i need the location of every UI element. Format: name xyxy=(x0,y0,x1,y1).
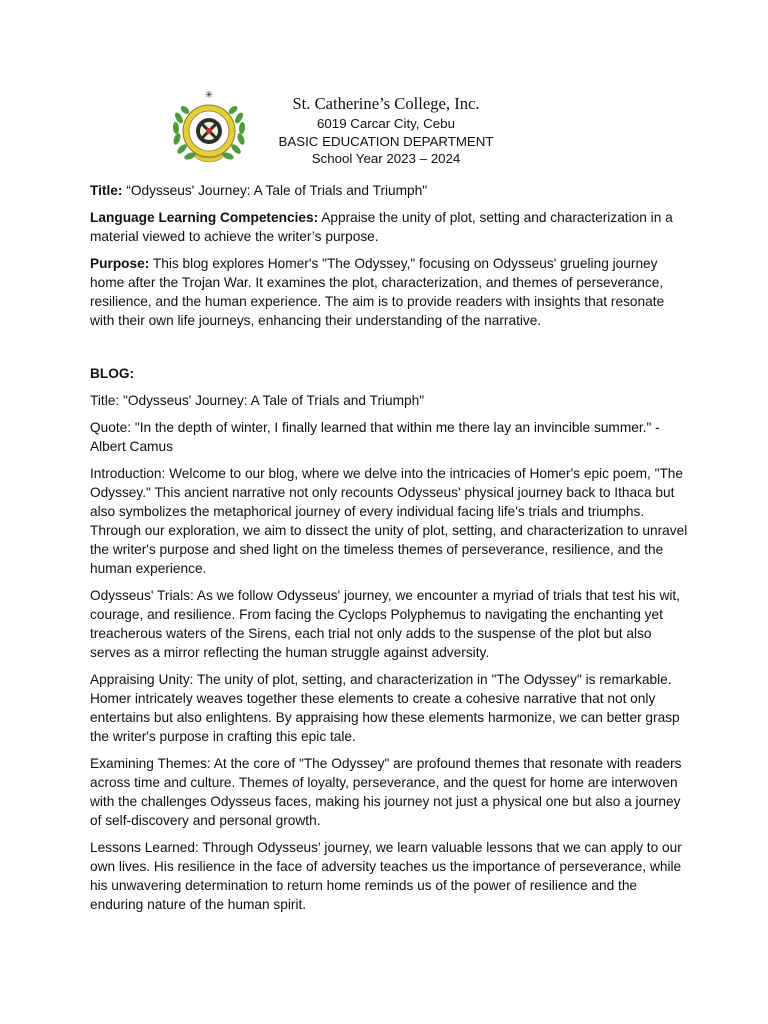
competencies-paragraph xyxy=(90,208,690,246)
college-address: 6019 Carcar City, Cebu xyxy=(317,116,455,131)
blog-themes: Examining Themes: At the core of "The Odyssey" are profound themes that resonate with readers across time and culture. Themes of loyalty, perseverance, and the quest for home are interwoven with the challenges Odysseus faces, making his journey not just a physical one but also a journey of self-discovery and personal growth. xyxy=(90,756,682,828)
letterhead xyxy=(266,94,506,168)
purpose-value: This blog explores Homer's "The Odyssey," focusing on Odysseus' grueling journey home after the Trojan War. It examines the plot, characterization, and themes of perseverance, resilience, and the human experience. The aim is to provide readers with insights that resonate with their own life journeys, enhancing their understanding of the narrative. xyxy=(90,256,665,328)
svg-text:✳: ✳ xyxy=(204,90,214,101)
blog-heading-text: BLOG: xyxy=(90,366,135,381)
title-line xyxy=(90,181,690,200)
purpose-label: Purpose: xyxy=(90,256,150,271)
college-name: St. Catherine’s College, Inc. xyxy=(292,94,480,113)
college-seal-icon xyxy=(170,88,248,168)
school-year: School Year 2023 – 2024 xyxy=(311,151,461,166)
purpose-paragraph xyxy=(90,254,690,330)
blog-heading xyxy=(90,364,690,383)
title-value: “Odysseus' Journey: A Tale of Trials and Triumph" xyxy=(122,183,428,198)
spacer xyxy=(90,338,690,364)
blog-unity: Appraising Unity: The unity of plot, setting, and characterization in "The Odyssey" is remarkable. Homer intricately weaves together these elements to create a cohesive narrative that not only entertains but also enlightens. By appraising how these elements harmonize, we can better grasp the writer's purpose in crafting this epic tale. xyxy=(90,672,680,744)
document-body xyxy=(90,181,690,922)
blog-title: Title: "Odysseus' Journey: A Tale of Trials and Triumph" xyxy=(90,393,425,408)
blog-trials: Odysseus' Trials: As we follow Odysseus' journey, we encounter a myriad of trials that test his wit, courage, and resilience. From facing the Cyclops Polyphemus to navigating the enchanting yet treacherous waters of the Sirens, each trial not only adds to the suspense of the plot but also serves as a mirror reflecting the human struggle against adversity. xyxy=(90,588,680,660)
blog-introduction: Introduction: Welcome to our blog, where we delve into the intricacies of Homer's epic poem, "The Odyssey." This ancient narrative not only recounts Odysseus' physical journey back to Ithaca but also symbolizes the metaphorical journey of every individual facing life's trials and triumphs. Through our exploration, we aim to dissect the unity of plot, setting, and characterization to unravel the writer's purpose and shed light on the timeless themes of perseverance, resilience, and the human experience. xyxy=(90,466,688,576)
blog-quote: Quote: "In the depth of winter, I finally learned that within me there lay an invincible summer." - Albert Camus xyxy=(90,420,660,454)
competencies-value: Appraise the unity of plot, setting and characterization in a material viewed to achieve the writer’s purpose. xyxy=(90,210,673,244)
competencies-label: Language Learning Competencies: xyxy=(90,210,319,225)
title-label: Title: xyxy=(90,183,123,198)
blog-lessons: Lessons Learned: Through Odysseus' journey, we learn valuable lessons that we can apply to our own lives. His resilience in the face of adversity teaches us the importance of perseverance, while his unwavering determination to return home reminds us of the power of resilience and the enduring nature of the human spirit. xyxy=(90,840,682,912)
department-name: BASIC EDUCATION DEPARTMENT xyxy=(278,133,494,149)
